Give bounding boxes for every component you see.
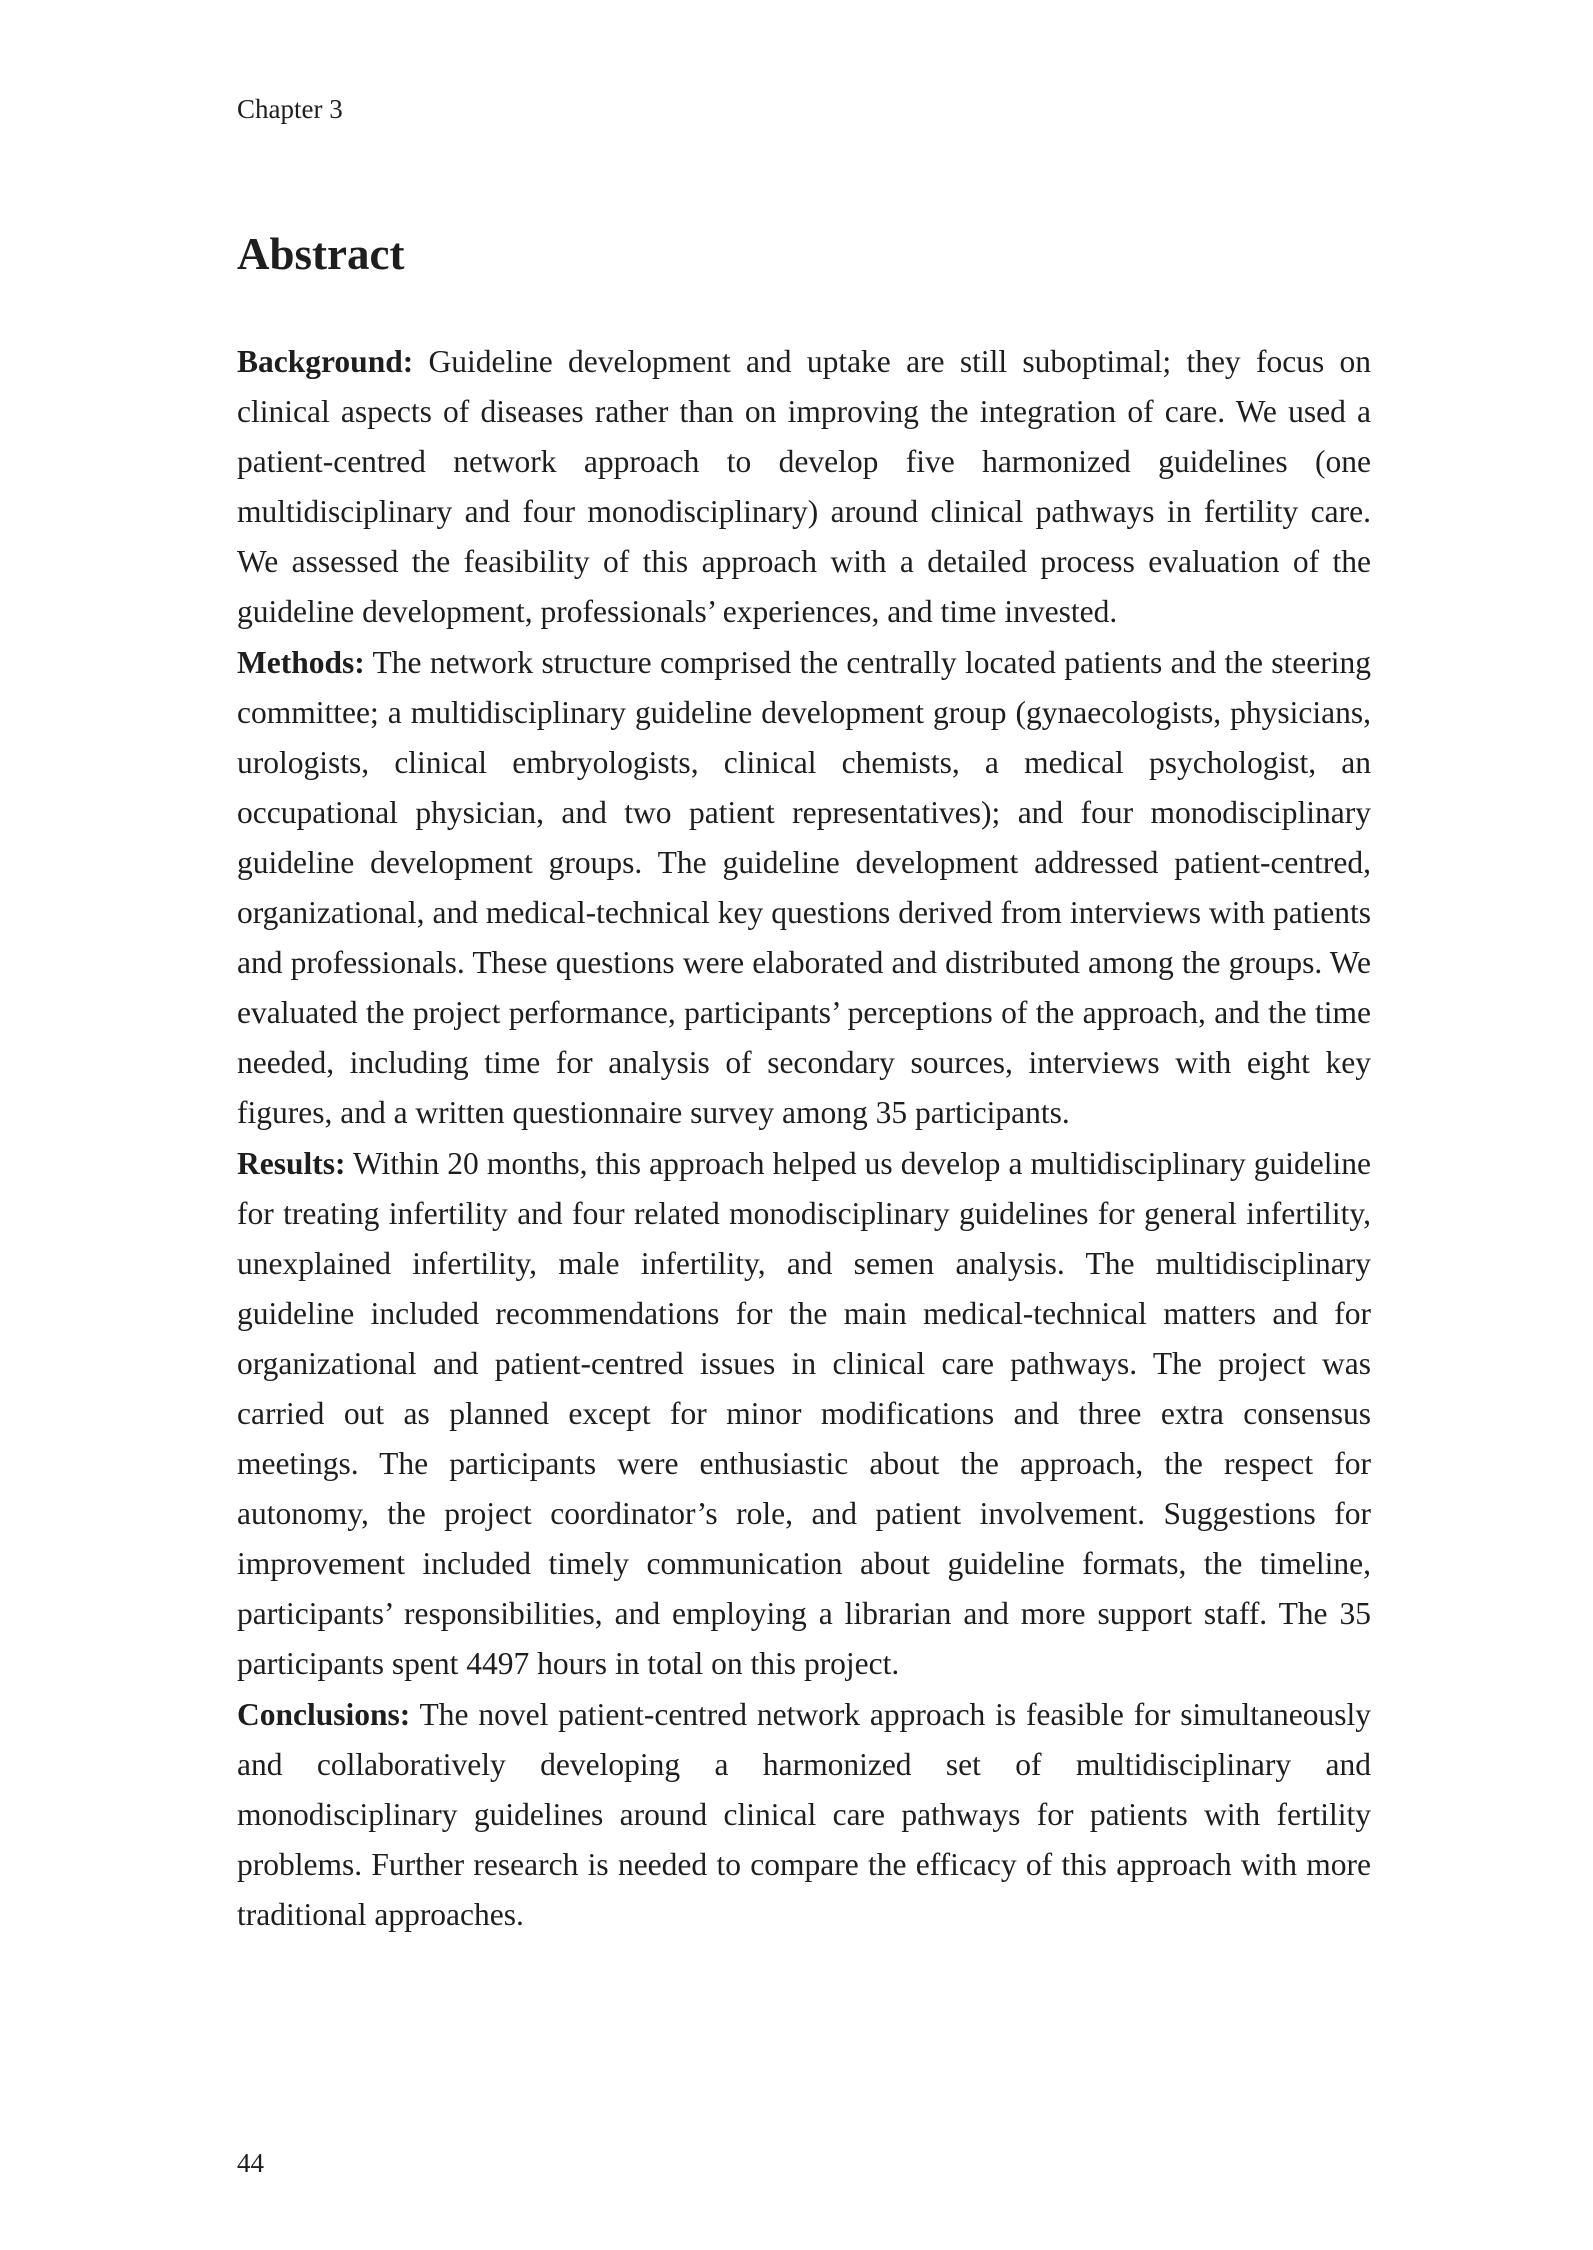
abstract-section-background bbox=[237, 337, 1371, 638]
abstract-section-results bbox=[237, 1139, 1371, 1690]
section-text: The network structure comprised the centrally located patients and the steering committee; a multidisciplinary guideline development group (gynaecologists, physicians, urologists, clinical embryologists, clinical chemists, a medical psychologist, an occupational physician, and two patient representatives); and four monodisciplinary guideline development groups. The guideline development addressed patient-centred, organizational, and medical-technical key questions derived from interviews with patients and professionals. These questions were elaborated and distributed among the groups. We evaluated the project performance, participants’ perceptions of the approach, and the time needed, including time for analysis of secondary sources, interviews with eight key figures, and a written questionnaire survey among 35 participants. bbox=[237, 644, 1371, 1131]
section-label: Results: bbox=[237, 1145, 346, 1181]
abstract-section-conclusions bbox=[237, 1690, 1371, 1940]
section-label: Methods: bbox=[237, 644, 365, 680]
section-label: Conclusions: bbox=[237, 1696, 411, 1732]
section-text: Guideline development and uptake are still suboptimal; they focus on clinical aspects of diseases rather than on improving the integration of care. We used a patient-centred network approach to develop five harmonized guidelines (one multidisciplinary and four monodisciplinary) around clinical pathways in fertility care. We assessed the feasibility of this approach with a detailed process evaluation of the guideline development, professionals’ experiences, and time invested. bbox=[237, 344, 1372, 630]
section-text: Within 20 months, this approach helped us develop a multidisciplinary guideline for treating infertility and four related monodisciplinary guidelines for general infertility, unexplained infertility, male infertility, and semen analysis. The multidisciplinary guideline included recommendations for the main medical-technical matters and for organizational and patient-centred issues in clinical care pathways. The project was carried out as planned except for minor modifications and three extra consensus meetings. The participants were enthusiastic about the approach, the respect for autonomy, the project coordinator’s role, and patient involvement. Suggestions for improvement included timely communication about guideline formats, the timeline, participants’ responsibilities, and employing a librarian and more support staff. The 35 participants spent 4497 hours in total on this project. bbox=[237, 1145, 1371, 1682]
abstract-heading: Abstract bbox=[237, 229, 405, 279]
abstract-section-methods bbox=[237, 638, 1371, 1139]
running-head: Chapter 3 bbox=[237, 94, 343, 124]
section-text: The novel patient-centred network approach is feasible for simultaneously and collaboratively developing a harmonized set of multidisciplinary and monodisciplinary guidelines around clinical care pathways for patients with fertility problems. Further research is needed to compare the efficacy of this approach with more traditional approaches. bbox=[237, 1696, 1371, 1932]
section-label: Background: bbox=[237, 344, 414, 379]
page-number: 44 bbox=[237, 2148, 264, 2178]
abstract-body bbox=[237, 337, 1371, 1940]
